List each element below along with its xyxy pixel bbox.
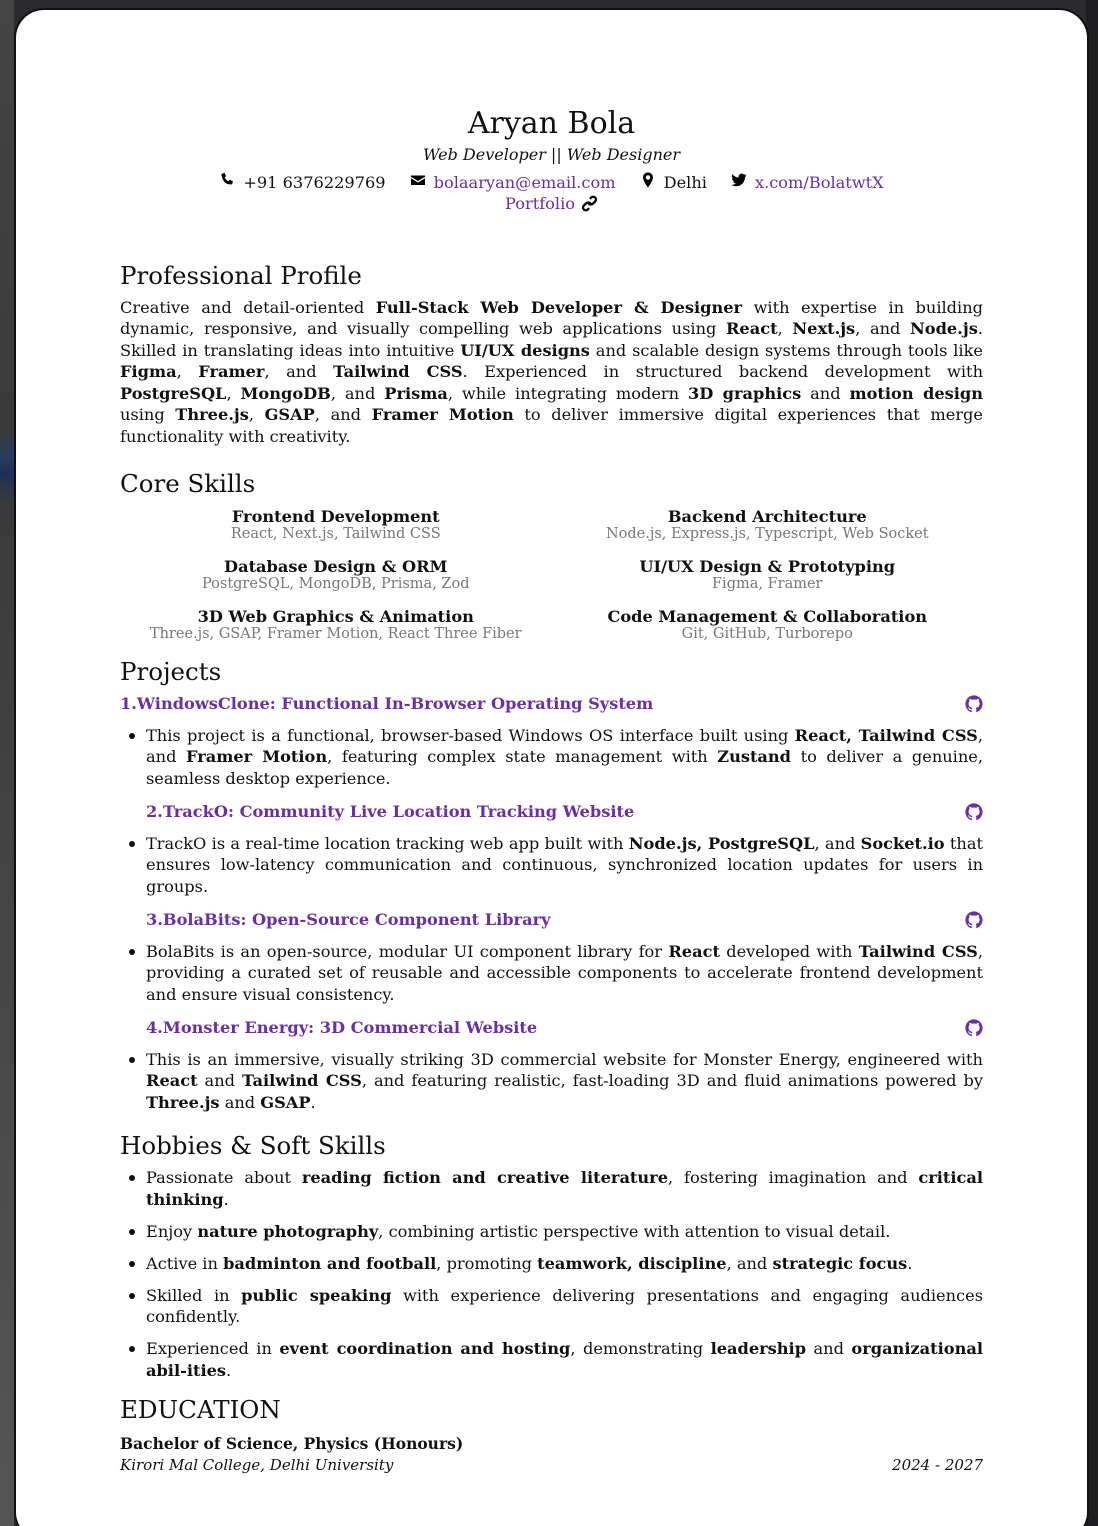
text: , and featuring realistic, fast-loading 3D and fluid animations powered by [361,1071,984,1090]
candidate-title: Web Developer || Web Designer [422,145,681,164]
text: Skilled in [146,1285,242,1305]
github-icon[interactable] [965,911,983,929]
profile-highlight: PostgreSQL [120,383,227,403]
skill-card [120,507,552,543]
text: This is an immersive, visually striking 3D commercial website for Monster Energy, engineered with [146,1049,983,1069]
resume-header [120,106,983,215]
profile-text: using [120,405,176,424]
education-dates: 2024 - 2027 [892,1455,983,1474]
hobbies-list [120,1167,983,1381]
text: , providing a curated set of reusable and accessible components to accelerate frontend development and ensure visual consistency. [146,941,983,1004]
section-heading-education: EDUCATION [120,1395,281,1424]
education-degree: Bachelor of Science, Physics (Honours) [120,1434,464,1453]
profile-text: . Skilled in translating ideas into intuitive [120,319,983,360]
highlight: organizational abil-ities [146,1339,983,1380]
text: TrackO is a real-time location tracking web app built with [146,833,629,853]
text: Passionate about [146,1168,302,1187]
skill-card [120,607,552,643]
list-item [120,1221,983,1243]
profile-highlight: Framer Motion [371,405,514,424]
highlight: GSAP [260,1092,311,1112]
portfolio-row [120,193,983,215]
text: Experienced in [146,1339,280,1358]
profile-highlight: GSAP [264,405,315,424]
profile-text: and scalable design systems through tools like [589,340,984,360]
project-bullets [120,941,983,1006]
text: with experience delivering presentations and engaging audiences confidently. [146,1285,983,1326]
text: and [219,1092,261,1112]
highlight: Three.js [146,1092,220,1112]
highlight: leadership [710,1339,807,1358]
text: developed with [719,941,859,961]
skills-grid [120,507,983,643]
project-description [120,1049,983,1114]
phone-number: +91 6376229769 [243,172,386,192]
skill-title: UI/UX Design & Prototyping [639,557,896,576]
text: , promoting [436,1253,538,1273]
profile-text: , and [314,405,372,424]
highlight: Framer Motion [186,747,328,766]
highlight: nature photography [197,1221,379,1241]
list-item [120,1167,983,1210]
section-heading-hobbies: Hobbies & Soft Skills [120,1131,386,1160]
profile-text: . Experienced in structured backend development with [462,362,983,381]
highlight: React, Tailwind CSS [794,725,978,745]
education-row [120,1455,983,1477]
text: , demonstrating [570,1339,711,1358]
profile-highlight: motion design [849,383,983,403]
project-title-link[interactable]: 3.BolaBits: Open-Source Component Library [146,910,551,929]
profile-highlight: React [725,319,778,338]
skill-card [120,557,552,593]
highlight: React [146,1071,198,1090]
project-heading [120,693,983,715]
skill-card [552,557,984,593]
project-heading [120,801,983,823]
project-heading [120,909,983,931]
location-text: Delhi [663,172,707,192]
highlight: public speaking [241,1285,392,1305]
profile-text: and [801,383,850,403]
project-bullets [120,833,983,898]
profile-text: , and [855,319,911,338]
background-left-edge [0,0,14,1526]
profile-highlight: Figma [120,362,177,381]
highlight: event coordination and hosting [279,1339,571,1358]
profile-text: with expertise in building dynamic, responsive, and visually compelling web applications using [120,297,984,338]
highlight: strategic focus [772,1253,908,1273]
section-heading-projects: Projects [120,657,222,686]
text: . [223,1189,229,1209]
skill-title: 3D Web Graphics & Animation [197,607,474,626]
skill-tools: Git, GitHub, Turborepo [681,626,853,642]
skill-title: Frontend Development [231,507,440,526]
profile-highlight: 3D graphics [687,383,802,403]
profile-text: , [226,383,241,403]
skill-card [552,607,984,643]
profile-highlight: Prisma [384,383,448,403]
project-title-link[interactable]: 4.Monster Energy: 3D Commercial Website [146,1018,538,1037]
highlight: React [668,941,720,961]
github-icon[interactable] [965,1019,983,1037]
contact-phone [219,172,385,194]
profile-text: , and [330,383,385,403]
project-description [120,725,983,790]
education-school: Kirori Mal College, Delhi University [120,1455,394,1474]
project-description [120,833,983,898]
profile-highlight: Tailwind CSS [333,362,463,381]
skill-tools: PostgreSQL, MongoDB, Prisma, Zod [201,576,470,592]
skill-card [552,507,984,543]
profile-highlight: Next.js [792,319,856,338]
link-icon [581,195,598,212]
profile-highlight: Three.js [175,405,249,424]
github-icon[interactable] [965,803,983,821]
profile-text: Creative and detail-oriented [120,297,376,317]
text: . [226,1360,232,1380]
text: and [806,1339,852,1358]
profile-highlight: Full-Stack Web Developer & Designer [375,297,743,317]
portfolio-link[interactable]: Portfolio [504,194,576,213]
project-title-link[interactable]: 2.TrackO: Community Live Location Tracking Website [146,802,635,821]
phone-icon [219,172,235,194]
text: , combining artistic perspective with attention to visual detail. [378,1221,891,1241]
project-heading [120,1017,983,1039]
profile-text: , [176,362,199,381]
text: , and [726,1253,773,1273]
twitter-link[interactable]: x.com/BolatwtX [754,172,884,192]
profile-highlight: MongoDB [240,383,331,403]
profile-highlight: UI/UX designs [460,340,590,360]
profile-text: , and [264,362,334,381]
text: Active in [146,1253,224,1273]
text: that ensures low-latency communication and continuous, synchronized location updates for users in groups. [146,833,983,896]
contact-email [410,172,616,194]
project-bullets [120,1049,983,1114]
highlight: Socket.io [860,833,945,853]
highlight: reading fiction and creative literature [301,1168,669,1187]
list-item [120,1338,983,1381]
project-description [120,941,983,1006]
text: Enjoy [146,1221,198,1241]
skill-title: Backend Architecture [667,507,867,526]
resume-page [16,10,1087,1526]
skill-title: Database Design & ORM [224,557,448,576]
highlight: critical thinking [146,1168,983,1209]
twitter-icon [731,172,747,194]
resume-content [120,106,983,1476]
section-heading-skills: Core Skills [120,469,256,498]
text: , and [814,833,861,853]
skill-tools: Node.js, Express.js, Typescript, Web Socket [605,526,929,542]
profile-paragraph [120,297,983,448]
profile-text: , [777,319,793,338]
contact-row [120,172,983,194]
highlight: Zustand [717,747,792,766]
highlight: Tailwind CSS [241,1071,362,1090]
highlight: Tailwind CSS [858,941,978,961]
text: , and [146,725,983,766]
project-bullets [120,725,983,790]
profile-text: , [248,405,265,424]
skill-tools: Three.js, GSAP, Framer Motion, React Three Fiber [149,626,522,642]
text: . [310,1092,316,1112]
location-pin-icon [640,172,656,194]
text: , fostering imagination and [668,1168,919,1187]
github-icon[interactable] [965,695,983,713]
highlight: badminton and football [223,1253,437,1273]
highlight: Node.js, PostgreSQL [628,833,815,853]
text: BolaBits is an open-source, modular UI component library for [146,941,669,961]
text: to deliver a genuine, seamless desktop experience. [146,747,983,788]
text: This project is a functional, browser-based Windows OS interface built using [146,725,795,745]
text: . [907,1253,913,1273]
highlight: teamwork, discipline [537,1253,727,1273]
profile-highlight: Node.js [910,319,978,338]
project-title-link[interactable]: 1.WindowsClone: Functional In-Browser Operating System [120,694,654,713]
candidate-name: Aryan Bola [467,106,636,141]
profile-text: , while integrating modern [447,383,688,403]
list-item [120,1253,983,1275]
contact-location [640,172,707,194]
envelope-icon [410,172,426,194]
portfolio-link-wrap[interactable] [505,193,598,215]
text: and [197,1071,242,1090]
skill-title: Code Management & Collaboration [607,607,928,626]
skill-tools: Figma, Framer [712,576,823,592]
profile-text: to deliver immersive digital experiences that merge functionality with creativity. [120,405,983,446]
text: , featuring complex state management with [327,747,718,766]
skill-tools: React, Next.js, Tailwind CSS [230,526,441,542]
section-heading-profile: Professional Profile [120,260,362,290]
contact-twitter [731,172,884,194]
background-right-edge [1086,0,1098,1526]
list-item [120,1285,983,1328]
profile-highlight: Framer [198,362,265,381]
email-link[interactable]: bolaaryan@email.com [433,172,616,192]
